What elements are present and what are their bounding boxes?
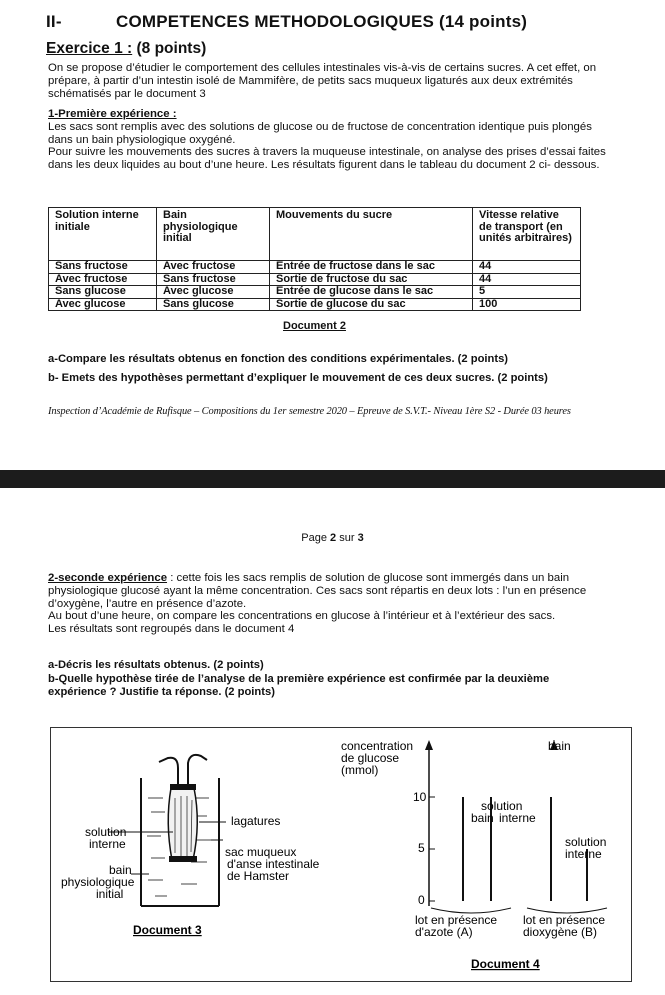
label-bain-1: bain: [109, 863, 132, 877]
experiment-1-p1: Les sacs sont remplis avec des solutions de glucose ou de fructose de concentration identique puis plongés dans un bain physiologique oxygéné.: [48, 120, 592, 146]
annot-b-interne-1: solution: [565, 835, 607, 849]
question-2b: b-Quelle hypothèse tirée de l’analyse de la première expérience est confirmée par la deuxième expérience ? Justifie ta réponse. (2 points): [48, 673, 550, 698]
page-number: [0, 532, 665, 544]
table-cell: Entrée de glucose dans le sac: [270, 286, 473, 299]
table-cell: Sans glucose: [157, 298, 270, 311]
table-cell: 100: [473, 298, 581, 311]
label-bain-2: physiologique: [61, 875, 135, 889]
experiment-2-text: : cette fois les sacs remplis de solution de glucose sont immergés dans un bain physiologique glucosé ayant la même concentration. Ces sacs sont répartis en deux lots : l’un en présence d’oxygène, l’autre en présence d’azote.: [48, 572, 587, 610]
intro-paragraph: On se propose d’étudier le comportement des cellules intestinales vis-à-vis de certains sucres. A cet effet, on prépare, à partir d’un intestin isolé de Mammifère, de petits sacs muqueux ligaturés aux deux extrémités schématisés par le document 3: [48, 62, 597, 100]
ligature-bottom: [169, 856, 197, 862]
experiment-2-p2: Au bout d’une heure, on compare les concentrations en glucose à l’intérieur et à l’extérieur des sacs.: [48, 610, 556, 623]
ligature-top: [170, 784, 196, 790]
chart-ylabel-1: concentration: [341, 739, 414, 753]
exercise-title: [46, 40, 206, 58]
label-bain-3: initial: [96, 887, 124, 901]
y-tick-0: 0: [418, 893, 425, 907]
category-a-line-2: d'azote (A): [415, 925, 473, 939]
annot-a-interne-2: interne: [499, 811, 536, 825]
chart-ylabel-2: de glucose: [341, 751, 400, 765]
table-row: [49, 273, 581, 286]
table-header-cell: Bain physiologique initial: [157, 208, 270, 261]
table-cell: 44: [473, 261, 581, 274]
table-cell: Sans fructose: [157, 273, 270, 286]
page-footer: Inspection d’Académie de Rufisque – Compositions du 1er semestre 2020 – Epreuve de S.V.T.- Niveau 1ère S2 - Durée 03 heures: [48, 406, 571, 417]
label-solution-2: interne: [89, 837, 126, 851]
y-tick-5: 5: [418, 841, 425, 855]
intestinal-sac: [168, 788, 197, 860]
experiment-2-p1: [48, 572, 608, 610]
page-separator: [0, 470, 665, 488]
tube-left: [159, 758, 178, 788]
experiment-2-heading: 2-seconde expérience: [48, 572, 168, 584]
question-2a: a-Décris les résultats obtenus. (2 points): [48, 659, 264, 671]
chart-top-bain-label: bain: [548, 739, 571, 753]
exercise-label: Exercice 1 :: [46, 40, 133, 57]
experiment-1-p2: Pour suivre les mouvements des sucres à travers la muqueuse intestinale, on analyse des prises d’essai faites dans les deux liquides au bout d’une heure. Les résultats figurent dans le tableau du document 2 ci- dessous.: [48, 146, 606, 172]
table-row: [49, 298, 581, 311]
figure-svg: [51, 728, 631, 981]
annot-b-interne-2: interne: [565, 847, 602, 861]
chart-ylabel-3: (mmol): [341, 763, 379, 777]
experiment-1: [48, 108, 608, 172]
exercise-points: (8 points): [136, 40, 207, 57]
experiment-1-heading: 1-Première expérience :: [48, 108, 177, 120]
tube-right: [188, 755, 207, 788]
annot-a-bain: bain: [471, 811, 494, 825]
table-header-cell: Vitesse relative de transport (en unités arbitraires): [473, 208, 581, 261]
figure-panel: [50, 727, 632, 982]
page-sep: sur: [339, 532, 355, 544]
label-ligatures: lagatures: [231, 814, 281, 828]
page-total: 3: [357, 532, 364, 544]
category-a-line-1: lot en présence: [415, 913, 498, 927]
document-3-caption: Document 3: [133, 923, 202, 937]
section-title-text: COMPETENCES METHODOLOGIQUES (14 points): [116, 12, 528, 31]
table-cell: Avec glucose: [157, 286, 270, 299]
table-cell: Entrée de fructose dans le sac: [270, 261, 473, 274]
table-row: [49, 261, 581, 274]
table-row: [49, 286, 581, 299]
label-sac-3: de Hamster: [227, 869, 290, 883]
table-cell: Sans glucose: [49, 286, 157, 299]
annot-a-interne-1: solution: [481, 799, 523, 813]
table-cell: Avec fructose: [49, 273, 157, 286]
document-4-chart: [341, 739, 607, 971]
section-title: [46, 12, 527, 32]
question-1a: a-Compare les résultats obtenus en fonction des conditions expérimentales. (2 points): [48, 353, 509, 365]
label-solution-1: solution: [85, 825, 127, 839]
experiment-2: [48, 572, 608, 636]
table-header-row: [49, 208, 581, 261]
page-prefix: Page: [301, 532, 327, 544]
table-cell: Sans fructose: [49, 261, 157, 274]
table-header-cell: Mouvements du sucre: [270, 208, 473, 261]
table-header-cell: Solution interne initiale: [49, 208, 157, 261]
table-cell: Avec fructose: [157, 261, 270, 274]
document-3-diagram: [61, 755, 320, 937]
table-cell: 5: [473, 286, 581, 299]
section-number: II-: [46, 12, 62, 31]
document-2-caption: Document 2: [283, 320, 346, 332]
question-1b: b- Emets des hypothèses permettant d’expliquer le mouvement de ces deux sucres. (2 points): [48, 372, 548, 384]
label-sac-1: sac muqueux: [225, 845, 297, 859]
page-current: 2: [330, 532, 337, 544]
table-cell: 44: [473, 273, 581, 286]
y-tick-10: 10: [413, 790, 427, 804]
table-cell: Sortie de fructose du sac: [270, 273, 473, 286]
category-b-line-2: dioxygène (B): [523, 925, 598, 939]
results-table: [48, 207, 581, 311]
table-cell: Avec glucose: [49, 298, 157, 311]
document-4-caption: Document 4: [471, 957, 540, 971]
experiment-2-p3: Les résultats sont regroupés dans le document 4: [48, 623, 295, 636]
chart-y-axis-arrow: [425, 740, 433, 750]
label-sac-2: d'anse intestinale: [227, 857, 320, 871]
category-b-line-1: lot en présence: [523, 913, 606, 927]
table-cell: Sortie de glucose du sac: [270, 298, 473, 311]
